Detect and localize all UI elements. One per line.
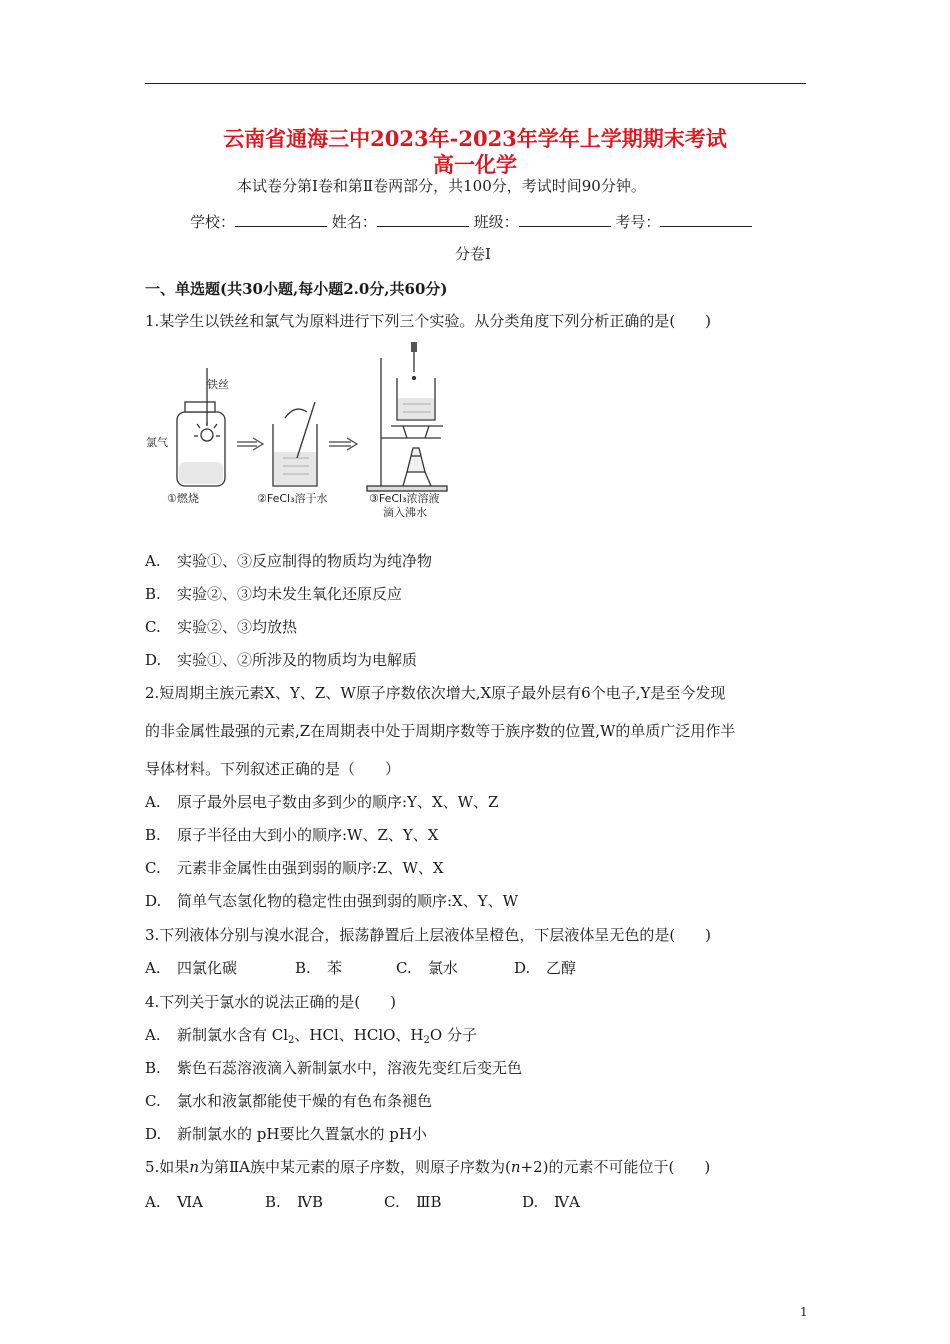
- q5-option-a[interactable]: [145, 1192, 203, 1212]
- part-label: 分卷I: [455, 245, 491, 263]
- option-text-part: O 分子: [429, 1026, 477, 1044]
- caption-combustion: ①燃烧: [167, 492, 199, 505]
- option-text-part: 、HCl、HClO、H: [294, 1026, 424, 1044]
- header-rule: [145, 83, 806, 84]
- option-text: 实验①、②所涉及的物质均为电解质: [177, 651, 418, 669]
- q5-option-b[interactable]: [265, 1192, 323, 1212]
- q2-option-b[interactable]: [145, 825, 438, 845]
- exam-no-label: 考号：: [615, 213, 661, 231]
- exam-intro: 本试卷分第Ⅰ卷和第Ⅱ卷两部分，共100分，考试时间90分钟。: [237, 177, 646, 195]
- q2-option-a[interactable]: [145, 792, 498, 812]
- option-text: 乙醇: [546, 959, 577, 977]
- school-label: 学校：: [190, 213, 236, 231]
- caption-colloid-2: 滴入沸水: [383, 506, 427, 519]
- name-label: 姓名：: [331, 213, 377, 231]
- option-letter: A.: [145, 552, 161, 570]
- option-letter: C.: [145, 1092, 161, 1110]
- beaker-figure: [273, 402, 317, 486]
- page-number: 1: [800, 1305, 808, 1319]
- q1-option-b[interactable]: [145, 584, 402, 604]
- option-letter: D.: [522, 1193, 539, 1211]
- option-letter: C.: [396, 959, 412, 977]
- option-text: 原子半径由大到小的顺序:W、Z、Y、X: [177, 826, 439, 844]
- q1-option-d[interactable]: [145, 650, 417, 670]
- variable-n: n: [510, 1158, 521, 1176]
- q4-option-b[interactable]: [145, 1058, 522, 1078]
- option-text: ⅣA: [554, 1193, 580, 1211]
- stem-part: +2)的元素不可能位于( ): [520, 1158, 711, 1176]
- q2-stem-line2: 的非金属性最强的元素,Z在周期表中处于周期序数等于族序数的位置,W的单质广泛用作半: [145, 722, 736, 740]
- q4-stem: 4.下列关于氯水的说法正确的是( ): [145, 993, 397, 1011]
- q5-option-d[interactable]: [522, 1192, 580, 1212]
- q3-option-b[interactable]: [295, 958, 342, 978]
- stem-part: 为第ⅡA族中某元素的原子序数，则原子序数为(: [198, 1158, 511, 1176]
- caption-colloid-1: ③FeCl₃浓溶液: [369, 492, 440, 505]
- label-wire: 铁丝: [207, 378, 229, 391]
- option-text: 氯水和液氯都能使干燥的有色布条褪色: [177, 1092, 433, 1110]
- q3-stem: 3.下列液体分别与溴水混合，振荡静置后上层液体呈橙色，下层液体呈无色的是( ): [145, 926, 712, 944]
- q4-option-c[interactable]: [145, 1091, 432, 1111]
- exam-no-blank[interactable]: [660, 212, 752, 227]
- stem-part: 5.如果: [145, 1158, 190, 1176]
- caption-dissolve: ②FeCl₃溶于水: [257, 492, 328, 505]
- option-letter: C.: [384, 1193, 400, 1211]
- option-letter: A.: [145, 793, 161, 811]
- option-letter: C.: [145, 859, 161, 877]
- option-letter: A.: [145, 1193, 161, 1211]
- exam-subtitle: 高一化学: [433, 152, 517, 177]
- q1-option-c[interactable]: [145, 617, 297, 637]
- arrow-icon: [237, 438, 263, 450]
- q2-option-d[interactable]: [145, 891, 518, 911]
- q2-stem-line3: 导体材料。下列叙述正确的是（ ）: [145, 760, 401, 778]
- option-text: 简单气态氢化物的稳定性由强到弱的顺序:X、Y、W: [177, 892, 519, 910]
- option-text: 氯水: [428, 959, 459, 977]
- option-text-part: 新制氯水含有 Cl: [177, 1026, 289, 1044]
- variable-n: n: [189, 1158, 199, 1176]
- option-text: 实验②、③均放热: [177, 618, 298, 636]
- section-title: 一、单选题(共30小题,每小题2.0分,共60分): [145, 280, 448, 298]
- option-text: 元素非金属性由强到弱的顺序:Z、W、X: [177, 859, 444, 877]
- q1-option-a[interactable]: [145, 551, 432, 571]
- option-text: 实验②、③均未发生氧化还原反应: [177, 585, 403, 603]
- q5-option-c[interactable]: [384, 1192, 442, 1212]
- heating-apparatus-figure: [367, 342, 447, 491]
- option-letter: A.: [145, 959, 161, 977]
- subscript: 2: [288, 1035, 295, 1046]
- option-letter: B.: [265, 1193, 281, 1211]
- q5-stem: [145, 1157, 710, 1177]
- label-gas: 氯气: [146, 436, 168, 449]
- option-letter: A.: [145, 1026, 161, 1044]
- q4-option-d[interactable]: [145, 1124, 427, 1144]
- option-text: 四氯化碳: [177, 959, 238, 977]
- exam-title: 云南省通海三中2023年-2023年学年上学期期末考试: [223, 126, 727, 151]
- option-text: 新制氯水的 pH要比久置氯水的 pH小: [177, 1125, 427, 1143]
- option-letter: B.: [145, 826, 161, 844]
- option-letter: D.: [145, 892, 162, 910]
- option-letter: D.: [145, 651, 162, 669]
- option-text: ⅣB: [297, 1193, 324, 1211]
- q2-stem-line1: 2.短周期主族元素X、Y、Z、W原子序数依次增大,X原子最外层有6个电子,Y是至今发现: [145, 684, 726, 702]
- q1-experiment-diagram: [145, 340, 465, 520]
- option-letter: D.: [145, 1125, 162, 1143]
- option-letter: D.: [514, 959, 531, 977]
- option-text: 紫色石蕊溶液滴入新制氯水中，溶液先变红后变无色: [177, 1059, 523, 1077]
- option-letter: B.: [145, 585, 161, 603]
- option-letter: B.: [295, 959, 311, 977]
- q3-option-d[interactable]: [514, 958, 576, 978]
- q4-option-a[interactable]: [145, 1025, 477, 1051]
- q1-stem: 1.某学生以铁丝和氯气为原料进行下列三个实验。从分类角度下列分析正确的是( ): [145, 312, 712, 330]
- option-letter: B.: [145, 1059, 161, 1077]
- option-text: ⅢB: [416, 1193, 442, 1211]
- option-text: 实验①、③反应制得的物质均为纯净物: [177, 552, 433, 570]
- school-blank[interactable]: [235, 212, 327, 227]
- student-info-fields: [190, 212, 752, 232]
- class-blank[interactable]: [519, 212, 611, 227]
- q2-option-c[interactable]: [145, 858, 444, 878]
- q3-option-a[interactable]: [145, 958, 237, 978]
- option-text: ⅥA: [177, 1193, 203, 1211]
- option-letter: C.: [145, 618, 161, 636]
- subscript: 2: [423, 1035, 430, 1046]
- q3-option-c[interactable]: [396, 958, 458, 978]
- option-text: 原子最外层电子数由多到少的顺序:Y、X、W、Z: [177, 793, 499, 811]
- name-blank[interactable]: [377, 212, 469, 227]
- class-label: 班级：: [473, 213, 519, 231]
- arrow-icon: [329, 438, 357, 450]
- option-text: 苯: [327, 959, 343, 977]
